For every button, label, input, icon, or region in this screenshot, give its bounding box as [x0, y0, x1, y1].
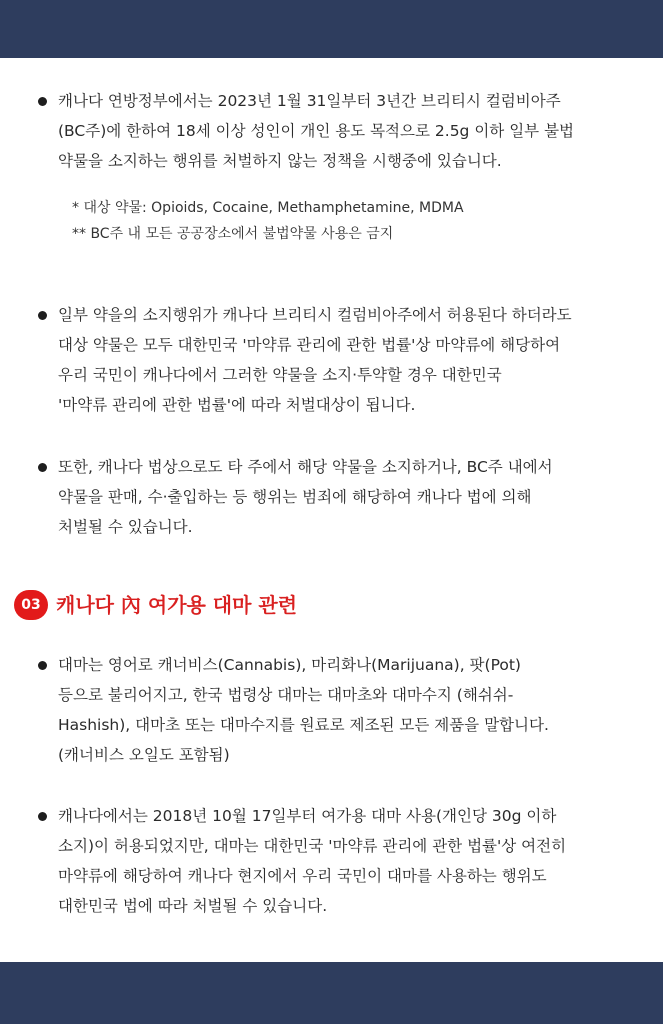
header-bar	[0, 0, 663, 58]
text-line: 대한민국 법에 따라 처벌될 수 있습니다.	[58, 897, 328, 915]
bullet-text	[58, 650, 638, 770]
text-line: 마약류에 해당하여 캐나다 현지에서 우리 국민이 대마를 사용하는 행위도	[58, 867, 547, 885]
text-line: (캐너비스 오일도 포함됨)	[58, 746, 230, 764]
text-line: 또한, 캐나다 법상으로도 타 주에서 해당 약물을 소지하거나, BC주 내에서	[58, 458, 553, 476]
text-line: 소지)이 허용되었지만, 대마는 대한민국 '마약류 관리에 관한 법률'상 여전히	[58, 837, 567, 855]
text-line: 대마는 영어로 캐너비스(Cannabis), 마리화나(Marijuana), 팟(Pot)	[58, 656, 521, 674]
text-line: 대상 약물은 모두 대한민국 '마약류 관리에 관한 법률'상 마약류에 해당하여	[58, 336, 561, 354]
bullet-dot	[38, 97, 47, 106]
note-target-drugs: * 대상 약물: Opioids, Cocaine, Methamphetamine, MDMA	[72, 200, 464, 216]
text-line: 약물을 판매, 수·출입하는 등 행위는 범죄에 해당하여 캐나다 법에 의해	[58, 488, 532, 506]
bullet-text	[58, 86, 638, 176]
bullet-text	[58, 452, 638, 542]
bullet-text	[58, 801, 638, 921]
section-number-badge: 03	[14, 590, 48, 620]
text-line: '마약류 관리에 관한 법률'에 따라 처벌대상이 됩니다.	[58, 396, 416, 414]
bullet-dot	[38, 463, 47, 472]
bullet-dot	[38, 311, 47, 320]
text-line: Hashish), 대마초 또는 대마수지를 원료로 제조된 모든 제품을 말합니다.	[58, 716, 549, 734]
note-public-ban: ** BC주 내 모든 공공장소에서 불법약물 사용은 금지	[72, 226, 394, 242]
bullet-text	[58, 300, 638, 420]
text-line: 캐나다에서는 2018년 10월 17일부터 여가용 대마 사용(개인당 30g 이하	[58, 807, 557, 825]
footer-bar	[0, 962, 663, 1024]
text-line: 우리 국민이 캐나다에서 그러한 약물을 소지·투약할 경우 대한민국	[58, 366, 502, 384]
text-line: 등으로 불리어지고, 한국 법령상 대마는 대마초와 대마수지 (해쉬쉬-	[58, 686, 514, 704]
text-line: (BC주)에 한하여 18세 이상 성인이 개인 용도 목적으로 2.5g 이하 일부 불법	[58, 122, 575, 140]
bullet-dot	[38, 661, 47, 670]
text-line: 약물을 소지하는 행위를 처벌하지 않는 정책을 시행중에 있습니다.	[58, 152, 502, 170]
section-title: 캐나다 內 여가용 대마 관련	[56, 593, 298, 617]
text-line: 캐나다 연방정부에서는 2023년 1월 31일부터 3년간 브리티시 컬럼비아주	[58, 92, 561, 110]
text-line: 처벌될 수 있습니다.	[58, 518, 193, 536]
text-line: 일부 약을의 소지행위가 캐나다 브리티시 컬럼비아주에서 허용된다 하더라도	[58, 306, 572, 324]
bullet-dot	[38, 812, 47, 821]
